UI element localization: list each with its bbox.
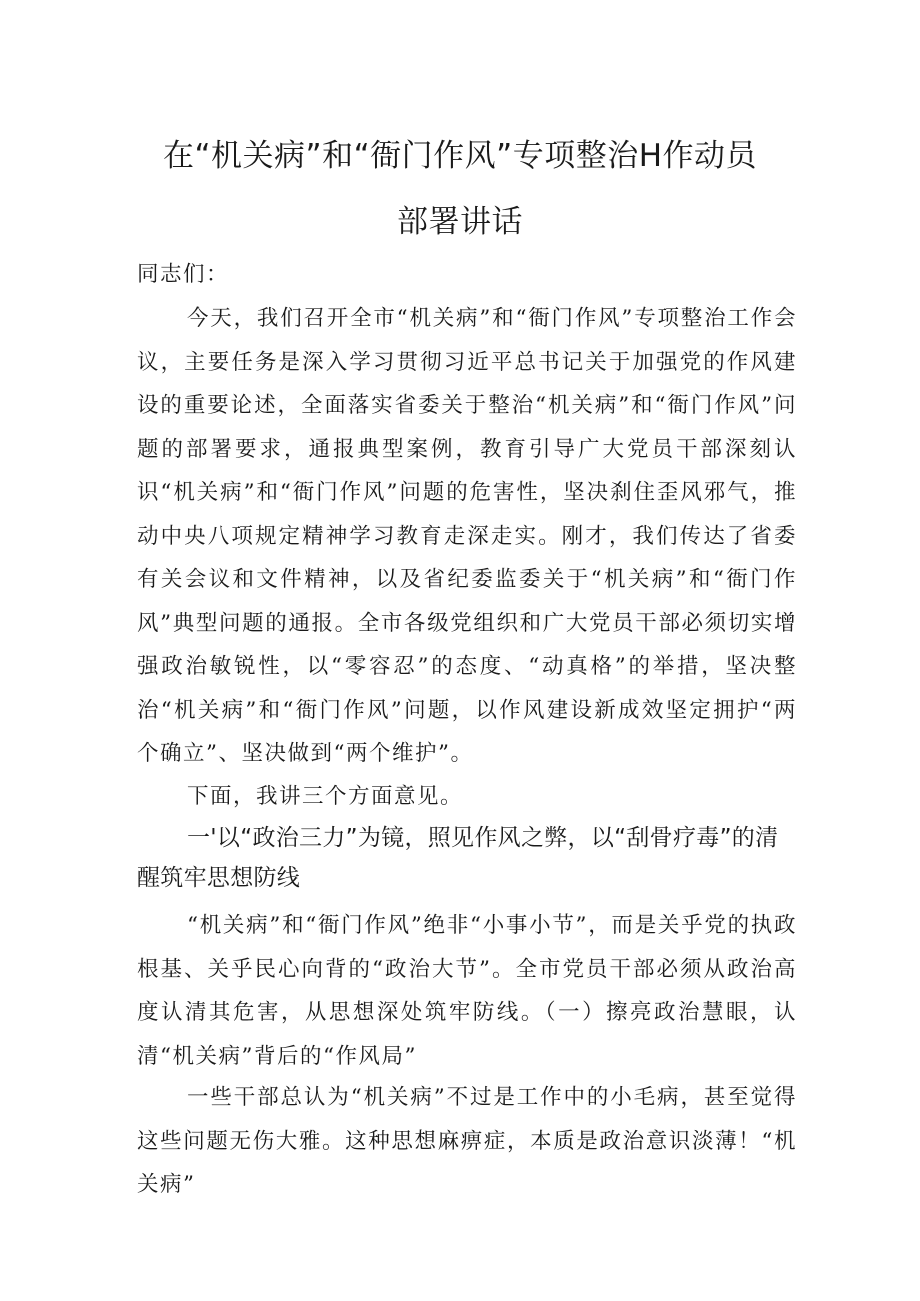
paragraph-intro: 今天，我们召开全市“机关病”和“衙门作风”专项整治工作会议，主要任务是深入学习贯彻习近平总书记关于加强党的作风建设的重要论述，全面落实省委关于整治“机关病”和“衙门作风”问题的部署要求，通报典型案例，教育引导广大党员干部深刻认识“机关病”和“衙门作风”问题的危害性，坚决刹住歪风邪气，推动中央八项规定精神学习教育走深走实。刚才，我们传达了省委有关会议和文件精神，以及省纪委监委关于“机关病”和“衙门作风”典型问题的通报。全市各级党组织和广大党员干部必须切实增强政治敏锐性，以“零容忍”的态度、“动真格”的举措，坚决整治“机关病”和“衙门作风”问题，以作风建设新成效坚定拥护“两个确立”、坚决做到“两个维护”。: [137, 306, 797, 766]
document-title-line-1: 在“机关病”和“衙门作风”专项整治H作动员: [162, 138, 758, 174]
paragraph-section-1: “机关病”和“衙门作风”绝非“小事小节”，而是关乎党的执政根基、关乎民心向背的“政治大节”。全市党员干部必须从政治高度认清其危害，从思想深处筑牢防线。（一）擦亮政治慧眼，认清“机关病”背后的“作风局”: [137, 913, 797, 1069]
document-title-line-2: 部署讲话: [397, 204, 523, 240]
paragraph-transition: 下面，我讲三个方面意见。: [187, 784, 464, 809]
section-heading-1: 一'以“政治三力”为镜，照见作风之弊，以“刮骨疗毒”的清醒筑牢思想防线: [137, 825, 779, 891]
paragraph-section-1-sub: 一些干部总认为“机关病”不过是工作中的小毛病，甚至觉得这些问题无伤大雅。这种思想麻痹症，本质是政治意识淡薄！“机关病”: [137, 1085, 797, 1197]
salutation: 同志们：: [137, 262, 230, 287]
